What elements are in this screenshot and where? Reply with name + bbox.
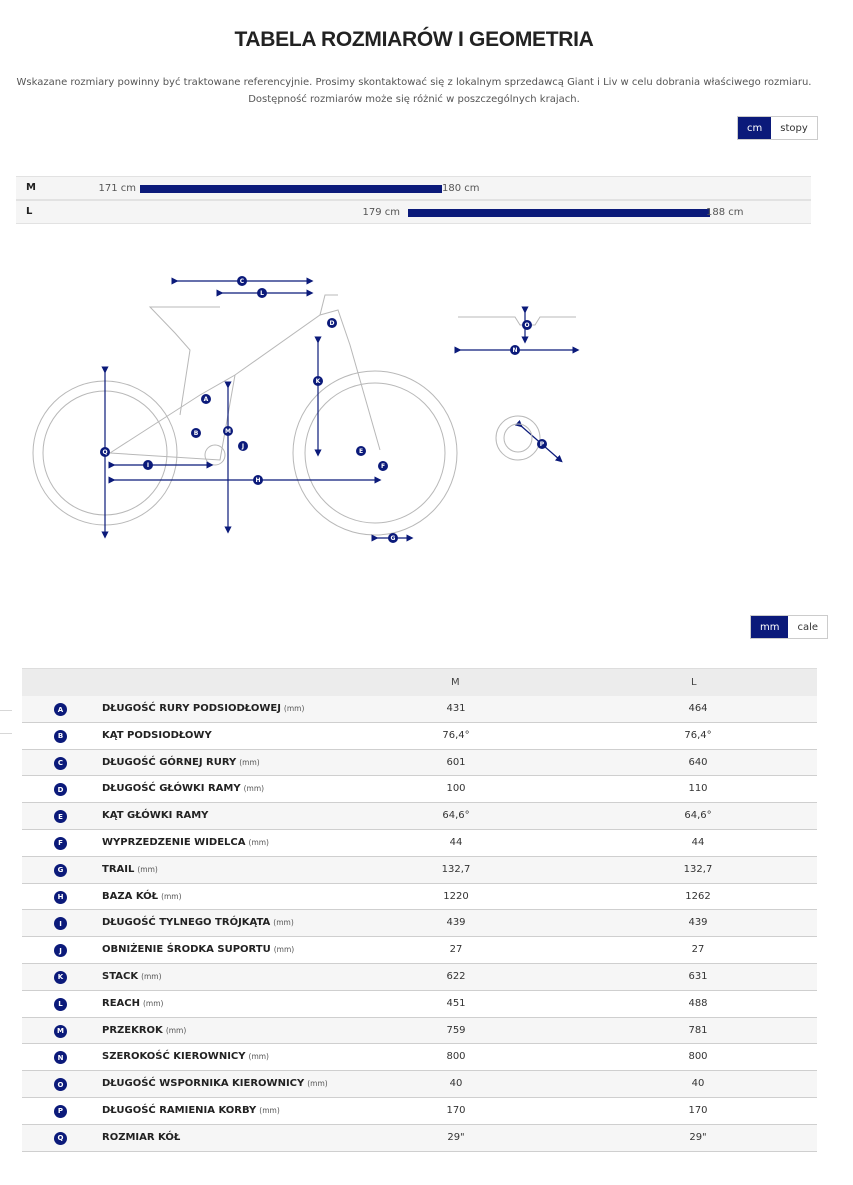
row-value-l: 27 [691, 944, 705, 956]
row-letter-badge: I [54, 917, 67, 930]
geometry-table-body [22, 696, 817, 1152]
row-name [102, 837, 269, 848]
row-value-l: 800 [688, 1051, 708, 1063]
row-letter-badge: N [54, 1051, 67, 1064]
row-unit: (mm) [248, 837, 269, 847]
row-value-m: 601 [446, 756, 466, 768]
row-value-l: 1262 [685, 890, 711, 902]
row-value-m: 431 [446, 703, 466, 714]
row-unit: (mm) [273, 945, 295, 955]
row-letter-badge: B [54, 730, 67, 743]
row-name [102, 757, 260, 768]
svg-text:D: D [329, 320, 335, 327]
row-value-l: 631 [688, 970, 708, 982]
svg-text:E: E [358, 448, 364, 455]
row-name [102, 891, 182, 902]
row-value-l: 44 [691, 836, 705, 848]
row-name-text: DŁUGOŚĆ WSPORNIKA KIEROWNICY [102, 1078, 305, 1090]
row-name-text: DŁUGOŚĆ RAMIENIA KORBY [102, 1104, 257, 1116]
row-unit: (mm) [243, 784, 265, 794]
row-value-l: 29" [689, 1131, 707, 1143]
row-name-text: KĄT PODSIODŁOWY [102, 729, 212, 741]
row-unit: (mm) [307, 1079, 328, 1089]
geometry-table [22, 668, 817, 1152]
size-min-height: 179 cm [362, 207, 400, 218]
row-name-text: SZEROKOŚĆ KIEROWNICY [102, 1051, 246, 1063]
crankset [496, 416, 540, 460]
svg-text:Q: Q [102, 449, 108, 456]
diagram-label-badge [522, 320, 532, 330]
row-value-l: 488 [688, 997, 708, 1009]
row-value-l: 64,6° [684, 810, 712, 822]
diagram-label-badge [537, 439, 547, 449]
row-value-m: 170 [446, 1104, 466, 1116]
row-name [102, 971, 162, 982]
unit-feet-button[interactable]: stopy [771, 117, 817, 139]
row-unit: (mm) [239, 757, 260, 767]
table-row [22, 1044, 817, 1071]
size-range-row [16, 176, 811, 200]
table-row [22, 1125, 817, 1152]
row-name-text: DŁUGOŚĆ GÓRNEJ RURY [102, 756, 237, 768]
description-line-2: Dostępność rozmiarów może się różnić w poszczególnych krajach. [248, 94, 580, 105]
row-unit: (mm) [142, 998, 164, 1008]
row-value-m: 622 [446, 970, 466, 982]
bike-frame [110, 310, 380, 453]
row-value-l: 76,4° [684, 729, 712, 741]
table-row [22, 910, 817, 937]
diagram-label-badge [378, 461, 388, 471]
geometry-table-header [22, 668, 817, 696]
row-value-l: 110 [688, 783, 708, 795]
table-row [22, 1071, 817, 1098]
row-letter-badge: L [54, 998, 67, 1011]
row-unit: (mm) [283, 704, 305, 713]
page-title: TABELA ROZMIARÓW I GEOMETRIA [234, 28, 594, 51]
row-name [102, 917, 294, 928]
row-name [102, 1132, 183, 1143]
row-name [102, 730, 215, 741]
row-name-text: DŁUGOŚĆ TYLNEGO TRÓJKĄTA [102, 917, 271, 929]
row-unit: (mm) [248, 1052, 269, 1062]
svg-text:I: I [146, 462, 150, 469]
row-name-text: DŁUGOŚĆ RURY PODSIODŁOWEJ [102, 703, 281, 714]
table-row [22, 830, 817, 857]
size-min-height: 171 cm [98, 183, 136, 194]
row-name [102, 864, 158, 875]
row-name [102, 1025, 186, 1036]
row-letter-badge: F [54, 837, 67, 850]
row-letter-badge: Q [54, 1132, 67, 1145]
row-unit: (mm) [259, 1105, 280, 1115]
diagram-label-badge [327, 318, 337, 328]
row-value-l: 170 [688, 1104, 708, 1116]
row-letter-badge: C [54, 757, 67, 770]
row-letter-badge: H [54, 891, 67, 904]
description-line-1: Wskazane rozmiary powinny być traktowane referencyjnie. Prosimy skontaktować się z lokalnym sprzedawcą Giant i Liv w celu dobrania właściwego rozmiaru. [16, 77, 812, 88]
row-name [102, 1105, 280, 1116]
row-value-m: 1220 [443, 890, 469, 902]
bike-geometry-diagram [20, 255, 620, 565]
unit-inch-button[interactable]: cale [788, 616, 827, 638]
svg-text:P: P [539, 441, 545, 448]
table-row [22, 803, 817, 830]
diagram-label-badge [237, 276, 247, 286]
row-name-text: PRZEKROK [102, 1024, 163, 1036]
table-row [22, 884, 817, 911]
row-value-m: 759 [446, 1024, 466, 1036]
row-value-m: 29" [447, 1131, 465, 1143]
row-name-text: STACK [102, 970, 139, 982]
diagram-label-badge [253, 475, 263, 485]
size-label: M [26, 182, 36, 193]
row-letter-badge: A [54, 703, 67, 716]
page-description [0, 74, 828, 108]
row-name [102, 1078, 328, 1089]
table-row [22, 1018, 817, 1045]
geometry-unit-toggle [750, 615, 828, 639]
column-header-l: L [691, 677, 697, 688]
size-max-height: 188 cm [706, 207, 744, 218]
row-value-m: 27 [449, 944, 463, 956]
diagram-label-badge [388, 533, 398, 543]
row-unit: (mm) [141, 971, 162, 981]
table-row [22, 723, 817, 750]
row-value-m: 132,7 [441, 863, 471, 875]
row-letter-badge: P [54, 1105, 67, 1118]
svg-text:M: M [225, 428, 231, 435]
svg-text:H: H [255, 477, 261, 484]
row-letter-badge: E [54, 810, 67, 823]
svg-text:L: L [260, 290, 264, 297]
row-unit: (mm) [137, 864, 158, 874]
left-column-stub [0, 710, 12, 734]
table-row [22, 964, 817, 991]
row-letter-badge: M [54, 1025, 67, 1038]
row-letter-badge: K [54, 971, 67, 984]
row-name-text: ROZMIAR KÓŁ [102, 1131, 181, 1143]
height-unit-toggle [737, 116, 818, 140]
diagram-label-badge [510, 345, 520, 355]
row-value-l: 464 [688, 703, 708, 714]
row-letter-badge: O [54, 1078, 67, 1091]
size-range-row [16, 200, 811, 224]
svg-text:G: G [390, 535, 396, 542]
diagram-label-badge [238, 441, 248, 451]
row-name-text: BAZA KÓŁ [102, 890, 159, 902]
row-value-m: 439 [446, 917, 466, 929]
diagram-label-badge [191, 428, 201, 438]
diagram-label-badge [100, 447, 110, 457]
row-name-text: TRAIL [102, 863, 135, 875]
table-row [22, 857, 817, 884]
size-label: L [26, 206, 33, 217]
svg-text:B: B [193, 430, 199, 437]
diagram-label-badge [201, 394, 211, 404]
column-header-m: M [451, 677, 460, 688]
unit-mm-button[interactable]: mm [751, 616, 788, 638]
svg-text:A: A [203, 396, 209, 403]
diagram-label-badge [223, 426, 233, 436]
row-unit: (mm) [165, 1025, 187, 1035]
row-letter-badge: G [54, 864, 67, 877]
row-value-m: 40 [449, 1078, 463, 1090]
svg-text:O: O [524, 322, 530, 329]
diagram-label-badge [313, 376, 323, 386]
diagram-label-badge [356, 446, 366, 456]
row-value-l: 439 [688, 917, 708, 929]
row-name [102, 998, 163, 1009]
unit-cm-button[interactable]: cm [738, 117, 771, 139]
row-letter-badge: D [54, 783, 67, 796]
row-value-m: 451 [446, 997, 466, 1009]
row-name [102, 944, 294, 955]
diagram-label-badge [143, 460, 153, 470]
row-value-m: 76,4° [442, 729, 470, 741]
row-name-text: WYPRZEDZENIE WIDELCA [102, 836, 246, 848]
svg-text:J: J [241, 443, 245, 450]
row-value-m: 800 [446, 1051, 466, 1063]
row-value-l: 640 [688, 756, 708, 768]
row-name-text: OBNIŻENIE ŚRODKA SUPORTU [102, 944, 271, 956]
row-value-m: 100 [446, 783, 466, 795]
row-value-m: 64,6° [442, 810, 470, 822]
row-name-text: REACH [102, 997, 140, 1009]
row-value-l: 132,7 [683, 863, 713, 875]
row-value-l: 781 [688, 1024, 708, 1036]
table-row [22, 991, 817, 1018]
table-row [22, 776, 817, 803]
table-row [22, 696, 817, 723]
row-name-text: KĄT GŁÓWKI RAMY [102, 810, 209, 822]
row-value-m: 44 [449, 836, 463, 848]
svg-text:C: C [239, 278, 245, 285]
size-height-bar [140, 185, 442, 193]
row-name [102, 810, 211, 821]
row-unit: (mm) [161, 891, 182, 901]
size-max-height: 180 cm [442, 183, 480, 194]
diagram-label-badge [257, 288, 267, 298]
table-row [22, 937, 817, 964]
svg-text:K: K [315, 378, 321, 385]
size-height-bar [408, 209, 710, 217]
row-name [102, 1051, 269, 1062]
row-unit: (mm) [273, 918, 294, 928]
row-name-text: DŁUGOŚĆ GŁÓWKI RAMY [102, 783, 241, 795]
row-value-l: 40 [691, 1078, 705, 1090]
table-row [22, 1098, 817, 1125]
table-row [22, 750, 817, 777]
row-name [102, 703, 304, 714]
row-letter-badge: J [54, 944, 67, 957]
row-name [102, 783, 264, 794]
handlebar [458, 317, 576, 325]
svg-text:F: F [380, 463, 386, 470]
svg-text:N: N [512, 347, 518, 354]
